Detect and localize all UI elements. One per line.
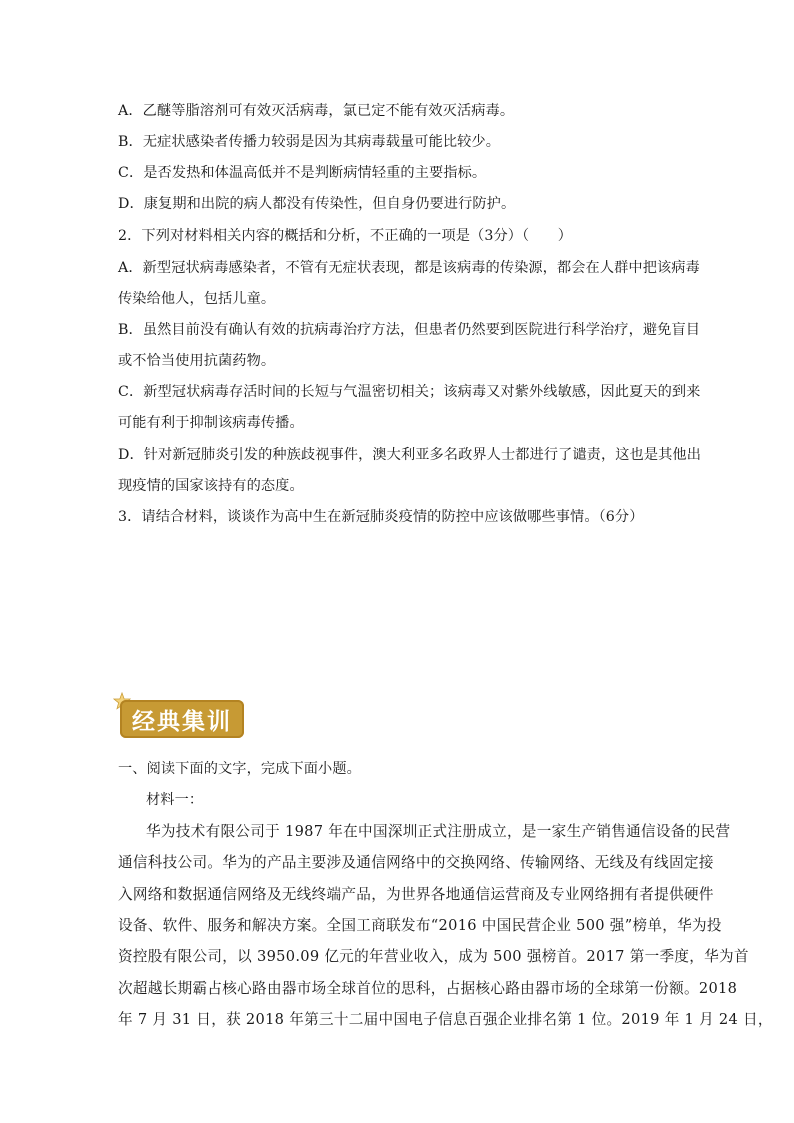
passage-line-6: 次超越长期霸占核心路由器市场全球首位的思科，占据核心路由器市场的全球第一份额。2018 (118, 980, 738, 997)
passage-line-4: 设备、软件、服务和解决方案。全国工商联发布“2016 中国民营企业 500 强”榜单，华为投 (118, 917, 722, 934)
question-2-option-d-line-1: D．针对新冠肺炎引发的种族歧视事件，澳大利亚多名政界人士都进行了谴责，这也是其他出 (118, 447, 701, 463)
question-2-option-c-line-2: 可能有利于抑制该病毒传播。 (118, 415, 304, 431)
question-2-option-b-line-2: 或不恰当使用抗菌药物。 (118, 353, 276, 369)
question-2-option-c-line-1: C．新型冠状病毒存活时间的长短与气温密切相关；该病毒又对紫外线敏感，因此夏天的到来 (118, 384, 701, 400)
question-2-stem: 2．下列对材料相关内容的概括和分析，不正确的一项是（3分）（ ） (118, 228, 573, 244)
option-d: D．康复期和出院的病人都没有传染性，但自身仍要进行防护。 (118, 196, 516, 212)
question-2-option-b-line-1: B．虽然目前没有确认有效的抗病毒治疗方法，但患者仍然要到医院进行科学治疗，避免盲目 (118, 322, 701, 338)
passage-line-1: 华为技术有限公司于 1987 年在中国深圳正式注册成立，是一家生产销售通信设备的民营 (146, 823, 731, 840)
section-badge (120, 700, 244, 738)
question-3-stem: 3．请结合材料，谈谈作为高中生在新冠肺炎疫情的防控中应该做哪些事情。（6分） (118, 509, 644, 525)
section-instruction: 一、阅读下面的文字，完成下面小题。 (118, 761, 361, 777)
passage-line-5: 资控股有限公司，以 3950.09 亿元的年营业收入，成为 500 强榜首。2017 第一季度，华为首 (118, 948, 749, 965)
option-b: B．无症状感染者传播力较弱是因为其病毒载量可能比较少。 (118, 134, 501, 150)
material-label: 材料一： (146, 792, 204, 808)
passage-line-7: 年 7 月 31 日，获 2018 年第三十二届中国电子信息百强企业排名第 1 位。2019 年 1 月 24 日， (118, 1011, 773, 1028)
option-a: A．乙醚等脂溶剂可有效灭活病毒，氯已定不能有效灭活病毒。 (118, 103, 515, 119)
question-2-option-a-line-1: A．新型冠状病毒感染者，不管有无症状表现，都是该病毒的传染源，都会在人群中把该病毒 (118, 260, 700, 276)
passage-line-3: 入网络和数据通信网络及无线终端产品，为世界各地通信运营商及专业网络拥有者提供硬件 (118, 886, 714, 903)
option-c: C．是否发热和体温高低并不是判断病情轻重的主要指标。 (118, 165, 487, 181)
section-badge-label: 经典集训 (132, 708, 232, 735)
question-2-option-a-line-2: 传染给他人，包括儿童。 (118, 291, 276, 307)
question-2-option-d-line-2: 现疫情的国家该持有的态度。 (118, 478, 304, 494)
passage-line-2: 通信科技公司。华为的产品主要涉及通信网络中的交换网络、传输网络、无线及有线固定接 (118, 854, 714, 871)
